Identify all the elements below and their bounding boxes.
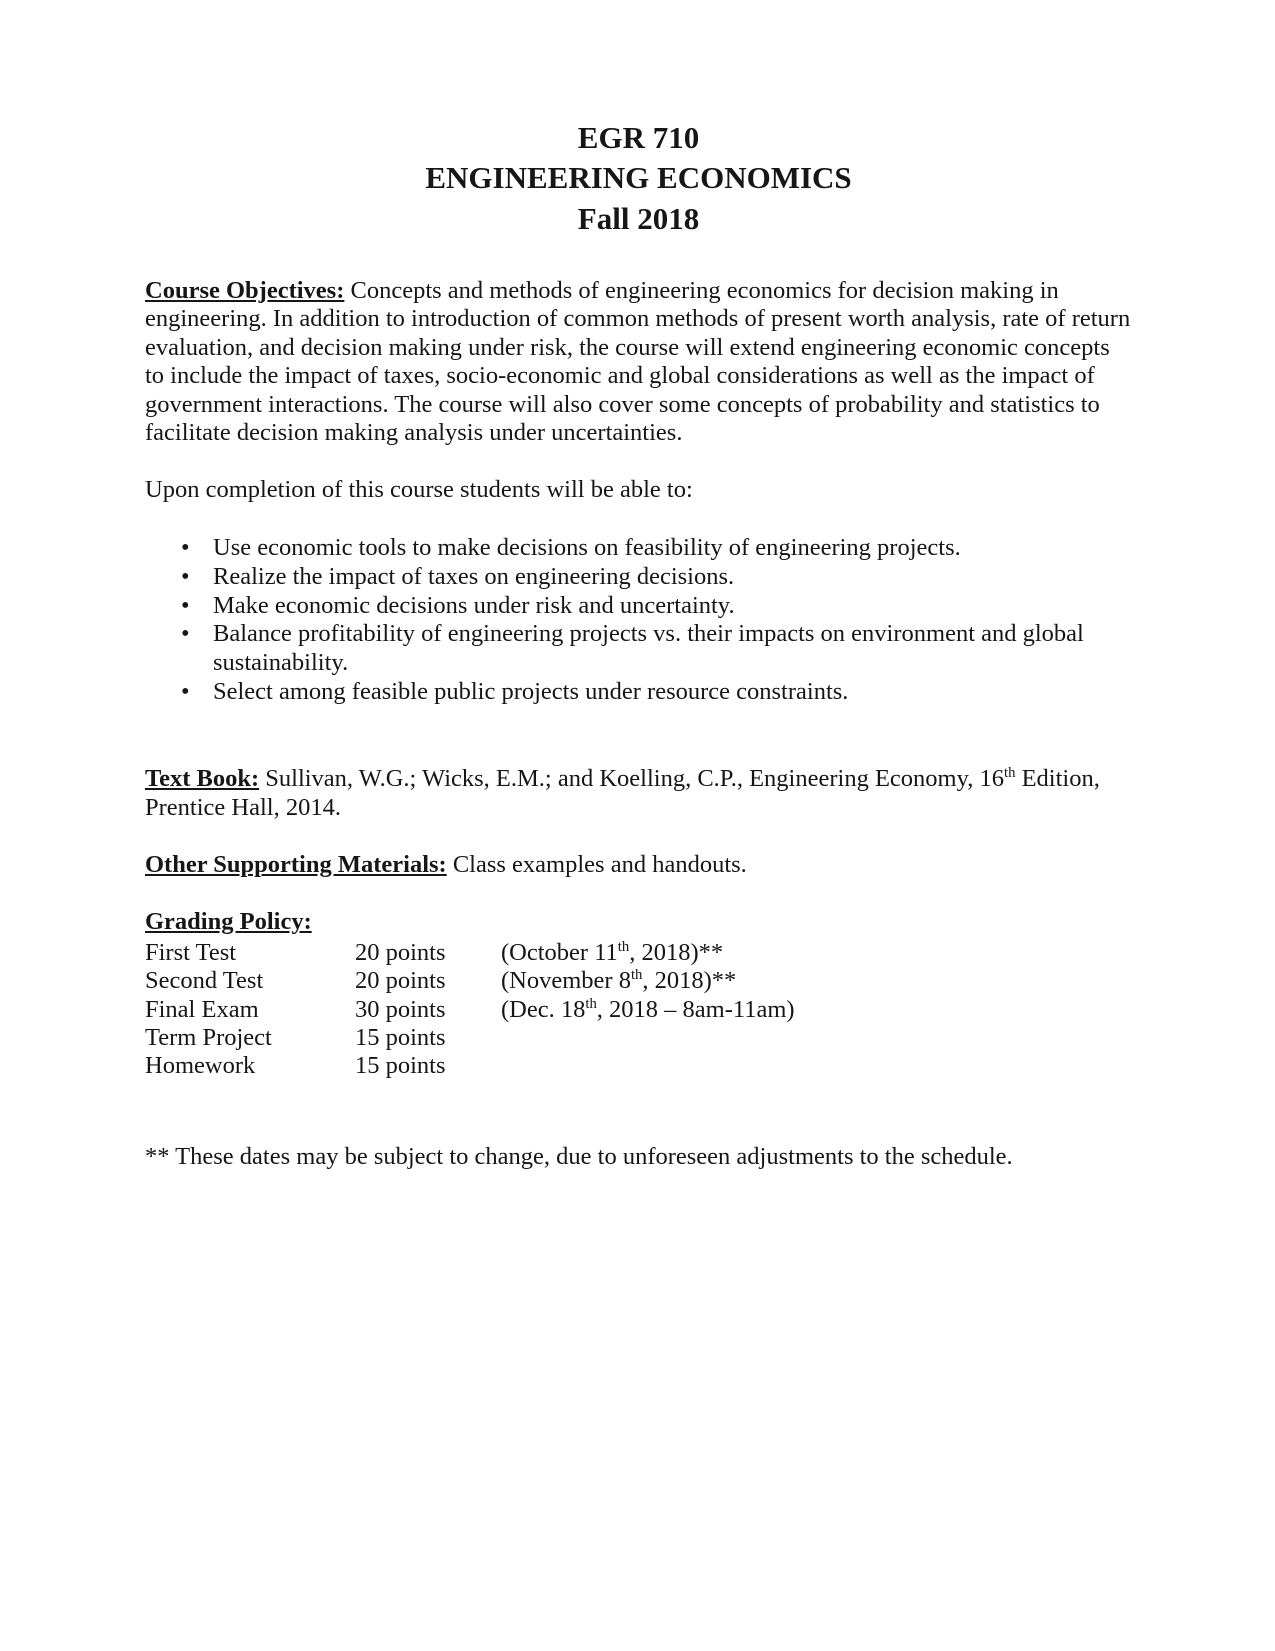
completion-intro: Upon completion of this course students will be able to:	[145, 476, 693, 504]
table-row	[145, 939, 1132, 967]
grading-date-text: , 2018)**	[629, 938, 724, 966]
grading-date	[501, 1052, 1132, 1080]
grading-date-text: , 2018 – 8am-11am)	[596, 995, 795, 1023]
course-title: ENGINEERING ECONOMICS	[425, 160, 852, 196]
text-book-text-continued: Edition, Prentice Hall, 2014.	[145, 765, 1100, 821]
grading-date	[501, 996, 1132, 1024]
grading-points: 15 points	[355, 1024, 446, 1052]
text-book-paragraph	[145, 765, 1132, 822]
table-row	[145, 967, 1132, 995]
learning-outcomes-list	[145, 534, 1132, 707]
course-objectives-text: Concepts and methods of engineering economics for decision making in engineering. In addition to introduction of common methods of present worth analysis, rate of return evaluation, and decision making under risk, the course will extend engineering economic concepts to include the impact of taxes, socio-economic and global considerations as well as the impact of government interactions. The course will also cover some concepts of probability and statistics to facilitate decision making analysis under uncertainties.	[145, 276, 1131, 446]
table-row	[145, 1052, 1132, 1080]
other-materials-paragraph	[145, 851, 1132, 879]
text-book-text: Sullivan, W.G.; Wicks, E.M.; and Koelling, C.P., Engineering Economy, 16	[259, 765, 1004, 793]
grading-date-text: (October 11	[501, 938, 618, 966]
other-materials-label: Other Supporting Materials:	[145, 850, 447, 878]
list-item: • Make economic decisions under risk and uncertainty.	[145, 592, 1132, 621]
grading-points: 15 points	[355, 1052, 446, 1080]
title-block	[145, 118, 1132, 239]
grading-item: Homework	[145, 1052, 256, 1080]
grading-date	[501, 939, 1132, 967]
grading-points: 20 points	[355, 967, 446, 995]
grading-date-text: (Dec. 18	[501, 995, 586, 1023]
grading-date	[501, 1024, 1132, 1052]
grading-policy-label: Grading Policy:	[145, 908, 312, 936]
ordinal-superscript: th	[585, 995, 597, 1012]
grading-policy-heading	[145, 908, 1132, 936]
grading-item: First Test	[145, 938, 237, 966]
course-objectives-label: Course Objectives:	[145, 276, 345, 304]
grading-points: 20 points	[355, 938, 446, 966]
list-item: • Realize the impact of taxes on engineering decisions.	[145, 563, 1132, 592]
text-book-label: Text Book:	[145, 765, 260, 793]
table-row	[145, 996, 1132, 1024]
table-row	[145, 1024, 1132, 1052]
course-objectives-paragraph	[145, 277, 1132, 447]
ordinal-superscript: th	[1004, 765, 1016, 782]
course-code: EGR 710	[577, 120, 700, 155]
list-item: • Balance profitability of engineering projects vs. their impacts on environment and global sustainability.	[145, 620, 1132, 678]
ordinal-superscript: th	[617, 938, 630, 955]
grading-date-text: (November 8	[501, 967, 631, 995]
grading-item: Term Project	[145, 1024, 272, 1052]
footnote: ** These dates may be subject to change, due to unforeseen adjustments to the schedule.	[145, 1142, 1013, 1170]
grading-item: Second Test	[145, 967, 264, 995]
list-item: • Use economic tools to make decisions on feasibility of engineering projects.	[145, 534, 1132, 563]
grading-item: Final Exam	[145, 995, 259, 1023]
grading-table	[145, 939, 1132, 1081]
other-materials-text: Class examples and handouts.	[446, 850, 747, 878]
ordinal-superscript: th	[630, 967, 643, 984]
grading-policy-section	[145, 908, 1132, 1080]
course-term: Fall 2018	[577, 200, 700, 236]
grading-date	[501, 967, 1132, 995]
grading-points: 30 points	[355, 995, 446, 1023]
grading-date-text: , 2018)**	[642, 967, 737, 995]
list-item: • Select among feasible public projects under resource constraints.	[145, 678, 1132, 707]
